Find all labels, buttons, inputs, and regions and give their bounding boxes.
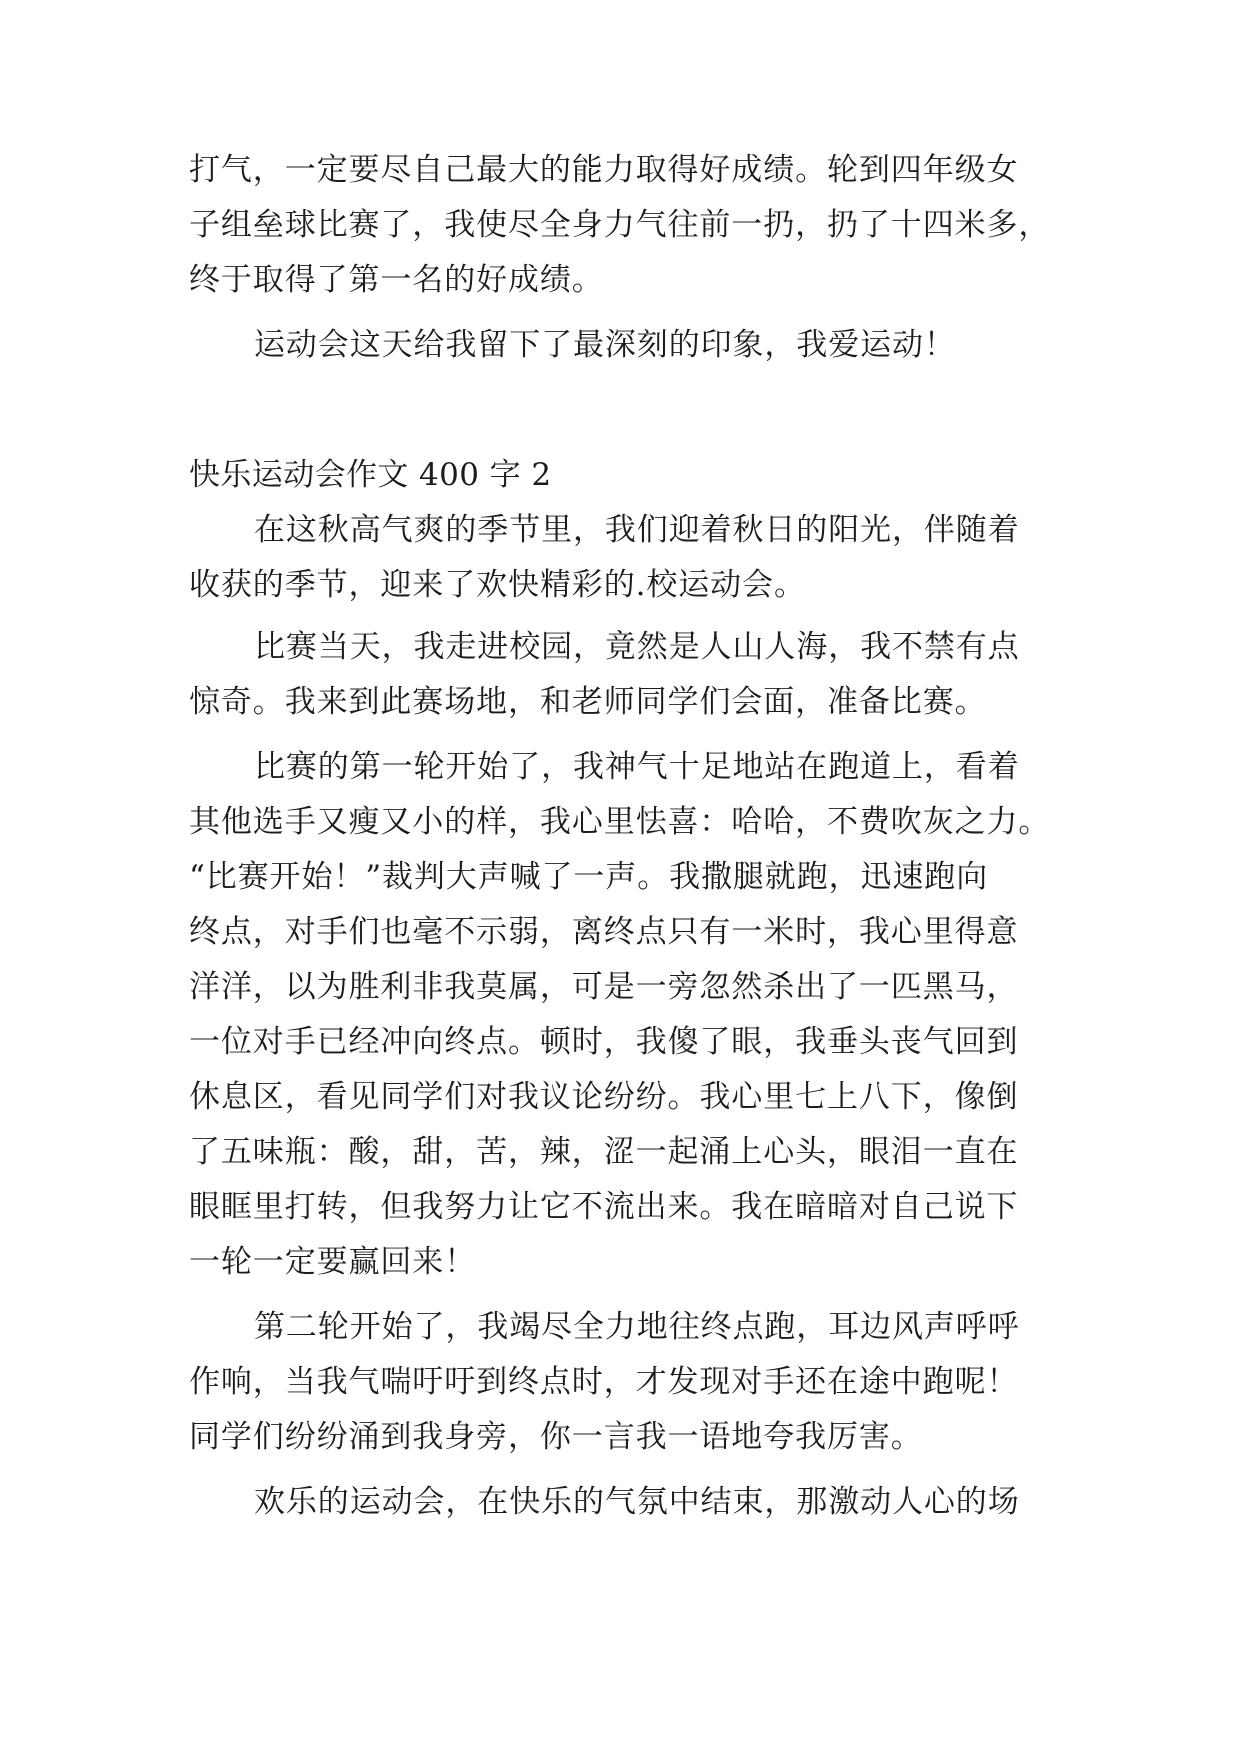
paragraph-line: 第二轮开始了，我竭尽全力地往终点跑，耳边风声呼呼 (254, 1309, 1020, 1345)
paragraph-line: “比赛开始！”裁判大声喊了一声。我撒腿就跑，迅速跑向 (189, 859, 989, 895)
text-line: 终于取得了第一名的好成绩。 (189, 262, 604, 298)
paragraph-line: 终点，对手们也毫不示弱，离终点只有一米时，我心里得意 (189, 914, 1019, 950)
paragraph-line: 惊奇。我来到此赛场地，和老师同学们会面，准备比赛。 (189, 684, 987, 720)
paragraph-line: 作响，当我气喘吁吁到终点时，才发现对手还在途中跑呢！ (189, 1364, 1019, 1400)
paragraph-line: 在这秋高气爽的季节里，我们迎着秋日的阳光，伴随着 (254, 512, 1020, 548)
text-line: 打气，一定要尽自己最大的能力取得好成绩。轮到四年级女 (189, 152, 1019, 188)
paragraph-line: 收获的季节，迎来了欢快精彩的.校运动会。 (189, 567, 806, 603)
paragraph-line: 了五味瓶：酸，甜，苦，辣，涩一起涌上心头，眼泪一直在 (189, 1134, 1019, 1170)
paragraph-line: 一位对手已经冲向终点。顿时，我傻了眼，我垂头丧气回到 (189, 1024, 1019, 1060)
paragraph-line: 欢乐的运动会，在快乐的气氛中结束，那激动人心的场 (254, 1484, 1020, 1520)
text-line: 子组垒球比赛了，我使尽全身力气往前一扔，扔了十四米多， (189, 207, 1051, 243)
essay-title: 快乐运动会作文 400 字 2 (189, 457, 552, 493)
paragraph-line: 一轮一定要赢回来！ (189, 1244, 477, 1280)
paragraph-line: 眼眶里打转，但我努力让它不流出来。我在暗暗对自己说下 (189, 1189, 1019, 1225)
closing-line: 运动会这天给我留下了最深刻的印象，我爱运动！ (254, 327, 956, 363)
paragraph-line: 比赛当天，我走进校园，竟然是人山人海，我不禁有点 (254, 629, 1020, 665)
paragraph-line: 同学们纷纷涌到我身旁，你一言我一语地夸我厉害。 (189, 1419, 923, 1455)
paragraph-line: 比赛的第一轮开始了，我神气十足地站在跑道上，看着 (254, 749, 1020, 785)
paragraph-line: 其他选手又瘦又小的样，我心里怯喜：哈哈，不费吹灰之力。 (189, 804, 1051, 840)
paragraph-line: 洋洋，以为胜利非我莫属，可是一旁忽然杀出了一匹黑马， (189, 969, 1019, 1005)
paragraph-line: 休息区，看见同学们对我议论纷纷。我心里七上八下，像倒 (189, 1079, 1019, 1115)
